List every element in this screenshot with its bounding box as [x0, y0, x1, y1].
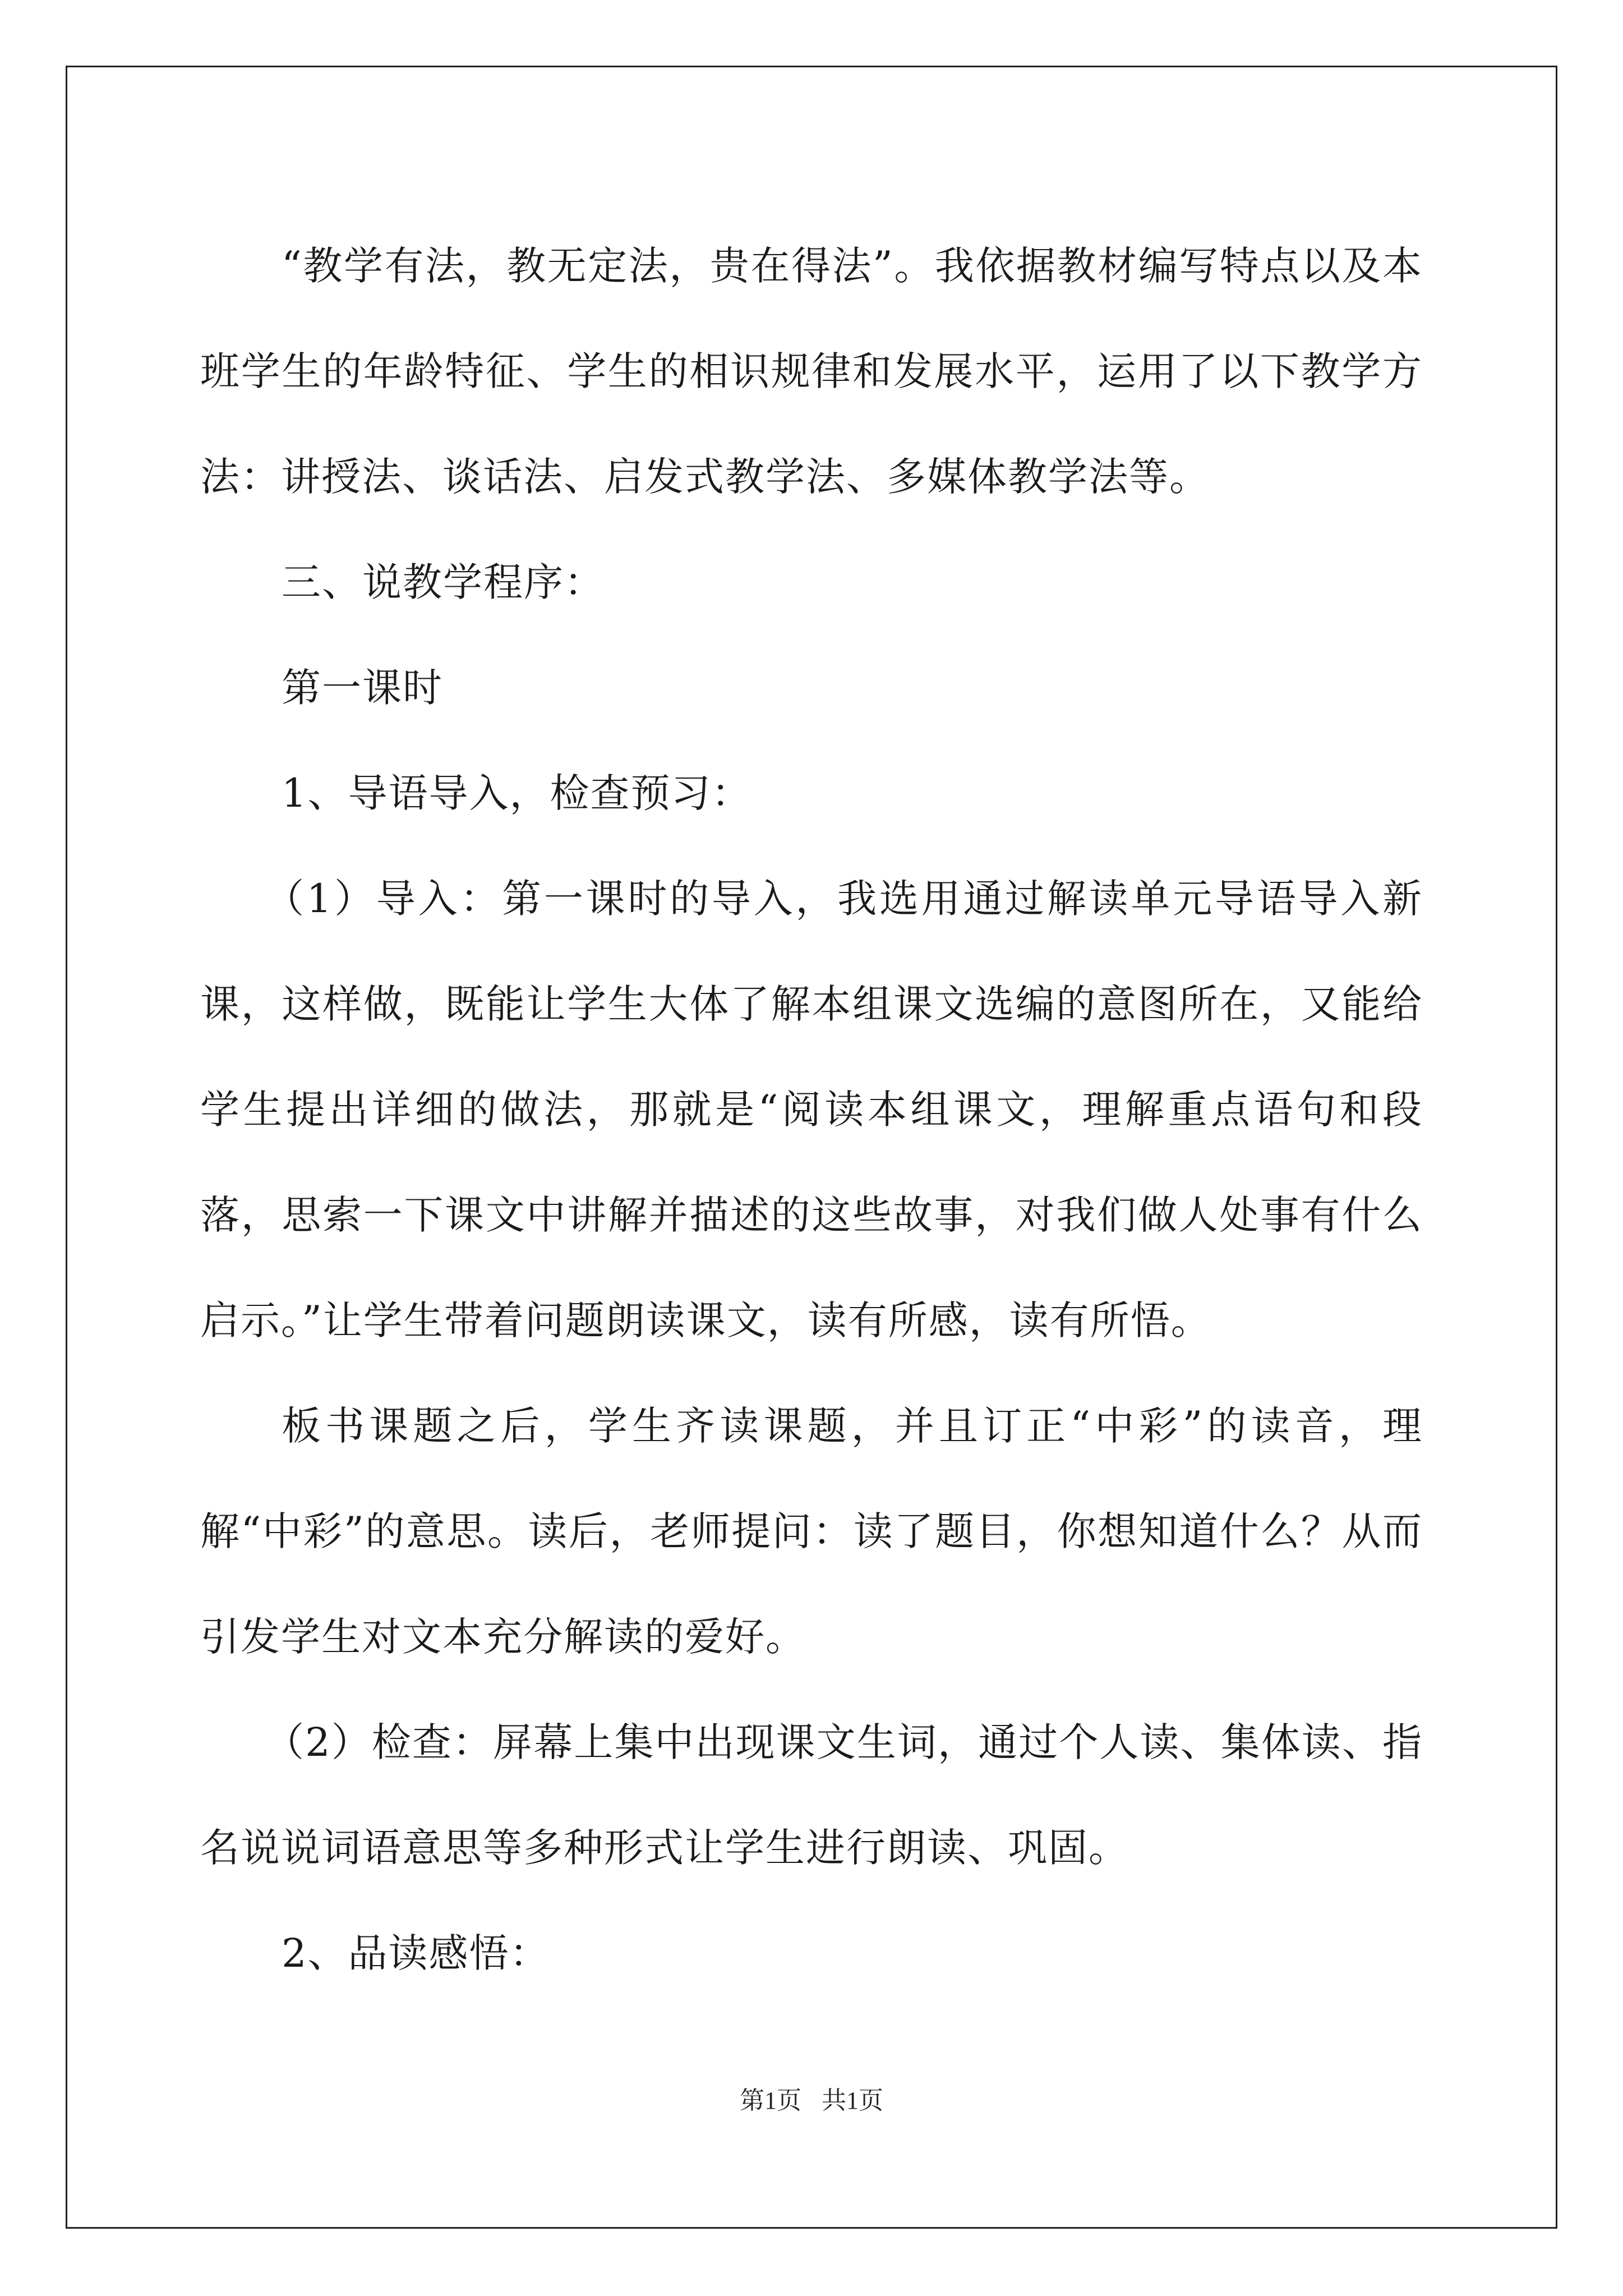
page-number: 第1页 [740, 2087, 801, 2114]
heading-reading-perception: 2、品读感悟： [282, 1930, 550, 1976]
heading-teaching-procedure: 三、说教学程序： [282, 559, 605, 605]
paragraph-board-title: 板书课题之后，学生齐读课题，并且订正“中彩”的读音，理解“中彩”的意思。读后，老师提问：读了题目，你想知道什么？从而引发学生对文本充分解读的爱好。 [200, 1403, 1423, 1660]
page-total: 共1页 [822, 2087, 883, 2114]
paragraph-teaching-methods: “教学有法，教无定法，贵在得法”。我依据教材编写特点以及本班学生的年龄特征、学生的相识规律和发展水平，运用了以下教学方法：讲授法、谈话法、启发式教学法、多媒体教学法等。 [200, 243, 1423, 500]
paragraph-check: （2）检查：屏幕上集中出现课文生词，通过个人读、集体读、指名说说词语意思等多种形式让学生进行朗读、巩固。 [200, 1719, 1423, 1871]
document-body [200, 213, 1423, 2006]
heading-first-lesson: 第一课时 [282, 665, 443, 711]
page-footer [0, 2084, 1623, 2118]
heading-introduction-preview: 1、导语导入，检查预习： [282, 770, 752, 816]
paragraph-introduction: （1）导入：第一课时的导入，我选用通过解读单元导语导入新课，这样做，既能让学生大体了解本组课文选编的意图所在，又能给学生提出详细的做法，那就是“阅读本组课文，理解重点语句和段落，思索一下课文中讲解并描述的这些故事，对我们做人处事有什么启示。”让学生带着问题朗读课文，读有所感，读有所悟。 [200, 876, 1423, 1343]
